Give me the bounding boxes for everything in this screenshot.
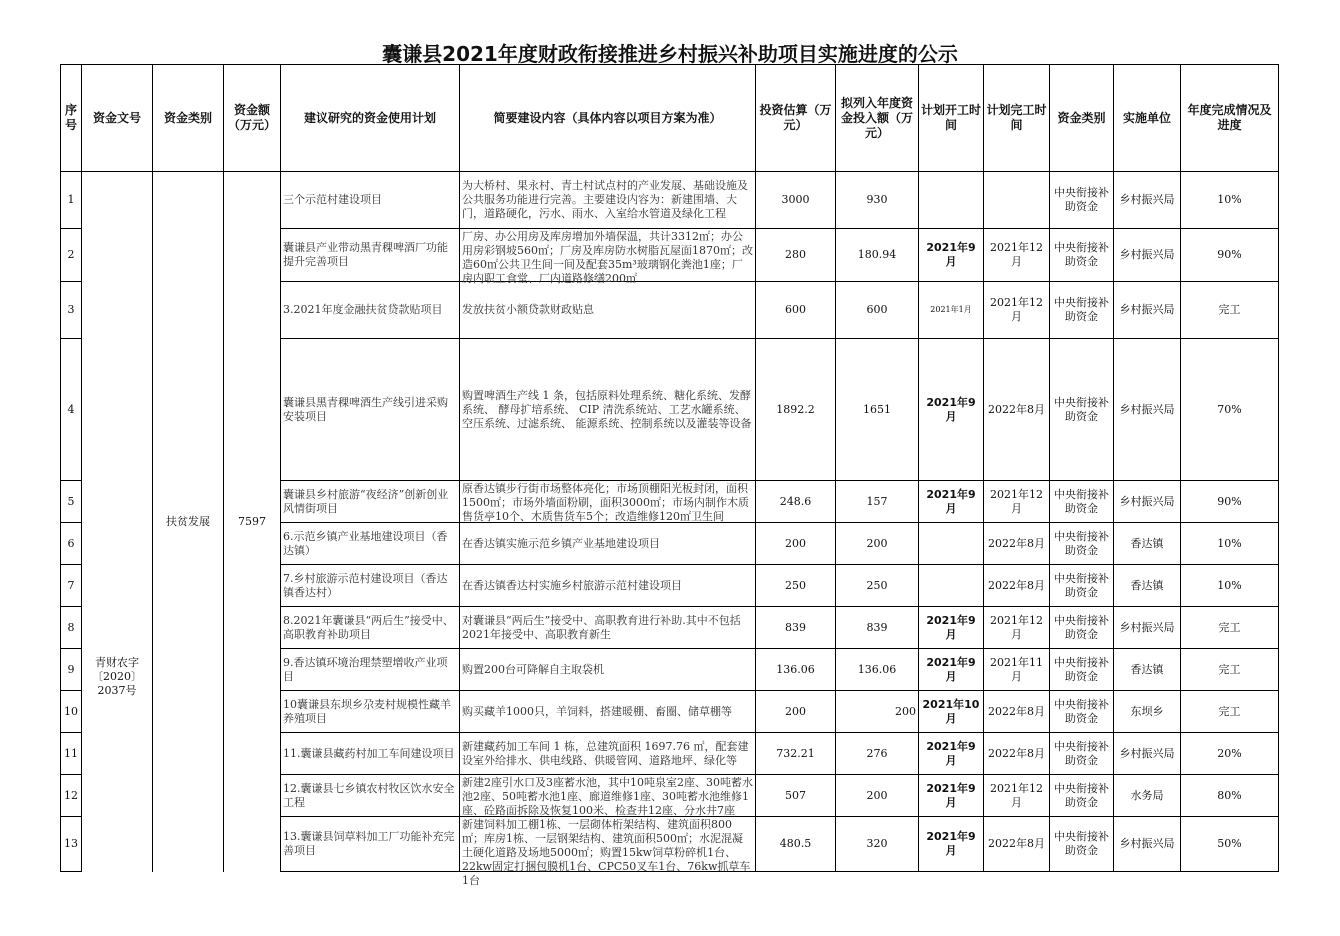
content-text: 在香达镇实施示范乡镇产业基地建设项目 bbox=[462, 536, 660, 550]
plan-text: 10囊谦县东坝乡尕麦村规模性藏羊养殖项目 bbox=[283, 697, 451, 725]
content-text: 新建饲料加工棚1栋、一层砌体桁架结构、建筑面积800㎡；库房1栋、一层钢架结构、建筑面积500㎡；水泥混凝土硬化道路及场地5000㎡；购置15kw饲草粉碎机1台、22kw固定打捆包膜机1台、CPC50叉车1台、76kw抓草车1台 bbox=[462, 817, 751, 887]
cell-invest: 136.06 bbox=[756, 649, 836, 691]
cell-unit: 乡村振兴局 bbox=[1114, 733, 1181, 775]
header-unit: 实施单位 bbox=[1114, 65, 1181, 172]
cell-end: 2021年12月 bbox=[984, 282, 1050, 339]
cell-invest: 3000 bbox=[756, 172, 836, 229]
plan-text: 囊谦县黑青稞啤酒生产线引进采购安装项目 bbox=[283, 395, 448, 423]
cell-progress: 10% bbox=[1181, 172, 1279, 229]
cell-annual: 157 bbox=[836, 481, 919, 523]
header-content: 简要建设内容（具体内容以项目方案为准） bbox=[460, 65, 756, 172]
plan-text: 3.2021年度金融扶贫贷款贴项目 bbox=[283, 303, 443, 316]
cell-content bbox=[460, 817, 756, 887]
cell-progress: 完工 bbox=[1181, 607, 1279, 649]
cell-end: 2021年12月 bbox=[984, 775, 1050, 817]
cell-plan bbox=[281, 691, 460, 733]
cell-plan bbox=[281, 523, 460, 565]
cell-plan bbox=[281, 229, 460, 282]
cell-unit: 乡村振兴局 bbox=[1114, 172, 1181, 229]
cell-start: 2021年9月 bbox=[919, 229, 984, 282]
cell-plan bbox=[281, 339, 460, 481]
cell-plan bbox=[281, 607, 460, 649]
cell-end: 2022年8月 bbox=[984, 565, 1050, 607]
cell-end: 2021年11月 bbox=[984, 649, 1050, 691]
plan-text: 6.示范乡镇产业基地建设项目（香达镇） bbox=[283, 529, 448, 557]
cell-progress: 70% bbox=[1181, 339, 1279, 481]
cell-fund-type: 中央衔接补助资金 bbox=[1050, 481, 1114, 523]
cell-start: 2021年9月 bbox=[919, 775, 984, 817]
cell-invest: 200 bbox=[756, 691, 836, 733]
plan-text: 12.囊谦县七乡镇农村牧区饮水安全工程 bbox=[283, 781, 455, 809]
cell-progress: 90% bbox=[1181, 481, 1279, 523]
cell-plan bbox=[281, 481, 460, 523]
cell-start bbox=[919, 523, 984, 565]
content-text: 购置啤酒生产线 1 条，包括原料处理系统、糖化系统、发酵系统、 酵母扩培系统、 CIP 清洗系统站、工艺水罐系统、空压系统、过滤系统、 能源系统、控制系统以及灌装等设备 bbox=[462, 388, 752, 430]
cell-unit: 水务局 bbox=[1114, 775, 1181, 817]
cell-progress: 90% bbox=[1181, 229, 1279, 282]
cell-annual: 600 bbox=[836, 282, 919, 339]
cell-end: 2021年12月 bbox=[984, 607, 1050, 649]
cell-end: 2021年12月 bbox=[984, 481, 1050, 523]
cell-invest: 250 bbox=[756, 565, 836, 607]
cell-plan bbox=[281, 817, 460, 872]
cell-annual: 320 bbox=[836, 817, 919, 872]
cell-seq: 6 bbox=[61, 523, 82, 565]
cell-end: 2021年12月 bbox=[984, 229, 1050, 282]
page-title: 囊谦县2021年度财政衔接推进乡村振兴补助项目实施进度的公示 bbox=[382, 42, 958, 66]
cell-content bbox=[460, 607, 756, 649]
cell-start: 2021年9月 bbox=[919, 339, 984, 481]
content-text: 原香达镇步行街市场整体亮化；市场顶棚阳光板封闭，面积1500㎡；市场外墙面粉刷，面积3000㎡；市场内制作木质售货亭10个、木质售货车5个；改造维修120㎡卫生间 bbox=[462, 481, 749, 523]
cell-start: 2021年1月 bbox=[919, 282, 984, 339]
cell-start bbox=[919, 172, 984, 229]
cell-invest: 200 bbox=[756, 523, 836, 565]
cell-end: 2022年8月 bbox=[984, 523, 1050, 565]
content-text: 发放扶贫小额贷款财政贴息 bbox=[462, 303, 594, 316]
cell-progress: 10% bbox=[1181, 565, 1279, 607]
plan-text: 三个示范村建设项目 bbox=[283, 193, 382, 206]
cell-plan bbox=[281, 775, 460, 817]
cell-seq: 4 bbox=[61, 339, 82, 481]
header-invest: 投资估算（万元） bbox=[756, 65, 836, 172]
cell-amount: 7597 bbox=[224, 172, 281, 872]
header-progress: 年度完成情况及进度 bbox=[1181, 65, 1279, 172]
cell-fund-type: 中央衔接补助资金 bbox=[1050, 172, 1114, 229]
header-annual: 拟列入年度资金投入额（万元） bbox=[836, 65, 919, 172]
plan-text: 囊谦县乡村旅游“夜经济”创新创业风情街项目 bbox=[283, 487, 449, 515]
content-text: 新建2座引水口及3座蓄水池，其中10吨泉室2座、30吨蓄水池2座、50吨蓄水池1座、廊道维修1座、30吨蓄水池维修1座、砼路面拆除及恢复100米、检查井12座、分水井7座 bbox=[462, 775, 753, 817]
cell-annual: 276 bbox=[836, 733, 919, 775]
cell-content bbox=[460, 282, 756, 339]
cell-invest: 507 bbox=[756, 775, 836, 817]
cell-unit: 乡村振兴局 bbox=[1114, 229, 1181, 282]
cell-plan bbox=[281, 565, 460, 607]
cell-content bbox=[460, 481, 756, 523]
plan-text: 13.囊谦县饲草料加工厂功能补充完善项目 bbox=[283, 830, 455, 857]
content-text: 厂房、办公用房及库房增加外墙保温，共计3312㎡；办公用房彩钢坡560㎡；厂房及库房防水树脂瓦屋面1870㎡；改造60㎡公共卫生间一间及配套35m³玻璃钢化粪池1座；厂房内职工食堂、厂内道路修缮200㎡ bbox=[462, 229, 753, 285]
cell-end: 2022年8月 bbox=[984, 817, 1050, 872]
cell-seq: 7 bbox=[61, 565, 82, 607]
cell-end bbox=[984, 172, 1050, 229]
plan-text: 9.香达镇环境治理禁塑增收产业项目 bbox=[283, 655, 448, 683]
cell-annual: 839 bbox=[836, 607, 919, 649]
cell-fund-type: 中央衔接补助资金 bbox=[1050, 691, 1114, 733]
header-seq: 序号 bbox=[61, 65, 82, 172]
cell-unit: 香达镇 bbox=[1114, 649, 1181, 691]
cell-unit: 香达镇 bbox=[1114, 565, 1181, 607]
cell-fund-type: 中央衔接补助资金 bbox=[1050, 649, 1114, 691]
content-text: 新建藏药加工车间 1 栋，总建筑面积 1697.76 ㎡，配套建设室外给排水、供电线路、供暖管网、道路地坪、绿化等 bbox=[462, 739, 749, 767]
cell-invest: 280 bbox=[756, 229, 836, 282]
cell-unit: 乡村振兴局 bbox=[1114, 282, 1181, 339]
cell-fund-type: 中央衔接补助资金 bbox=[1050, 282, 1114, 339]
cell-start bbox=[919, 565, 984, 607]
cell-unit: 东坝乡 bbox=[1114, 691, 1181, 733]
cell-doc-no: 青财农字〔2020〕2037号 bbox=[82, 172, 153, 872]
cell-fund-type: 中央衔接补助资金 bbox=[1050, 775, 1114, 817]
cell-content bbox=[460, 691, 756, 733]
cell-start: 2021年9月 bbox=[919, 481, 984, 523]
cell-content bbox=[460, 733, 756, 775]
header-amount: 资金额（万元） bbox=[224, 65, 281, 172]
cell-seq: 9 bbox=[61, 649, 82, 691]
header-end: 计划完工时间 bbox=[984, 65, 1050, 172]
cell-start: 2021年9月 bbox=[919, 649, 984, 691]
cell-invest: 732.21 bbox=[756, 733, 836, 775]
cell-seq: 10 bbox=[61, 691, 82, 733]
cell-progress: 完工 bbox=[1181, 649, 1279, 691]
cell-seq: 3 bbox=[61, 282, 82, 339]
cell-seq: 12 bbox=[61, 775, 82, 817]
cell-progress: 50% bbox=[1181, 817, 1279, 872]
content-text: 为大桥村、果永村、青土村试点村的产业发展、基础设施及公共服务功能进行完善。主要建设内容为：新建围墙、大门，道路硬化，污水、雨水、入室给水管道及绿化工程 bbox=[462, 179, 748, 220]
cell-annual: 1651 bbox=[836, 339, 919, 481]
cell-invest: 248.6 bbox=[756, 481, 836, 523]
content-text: 在香达镇香达村实施乡村旅游示范村建设项目 bbox=[462, 578, 682, 592]
project-table bbox=[60, 64, 1279, 887]
cell-seq: 5 bbox=[61, 481, 82, 523]
plan-text: 囊谦县产业带动黑青稞啤酒厂功能提升完善项目 bbox=[283, 241, 448, 268]
cell-content bbox=[460, 565, 756, 607]
header-start: 计划开工时间 bbox=[919, 65, 984, 172]
cell-content bbox=[460, 775, 756, 817]
cell-fund-type: 扶贫发展 bbox=[153, 172, 224, 872]
cell-content bbox=[460, 339, 756, 481]
cell-content bbox=[460, 649, 756, 691]
cell-unit: 香达镇 bbox=[1114, 523, 1181, 565]
cell-progress: 20% bbox=[1181, 733, 1279, 775]
header-row bbox=[61, 65, 1279, 172]
cell-fund-type: 中央衔接补助资金 bbox=[1050, 607, 1114, 649]
cell-start: 2021年9月 bbox=[919, 733, 984, 775]
cell-plan bbox=[281, 649, 460, 691]
cell-content bbox=[460, 229, 756, 285]
cell-end: 2022年8月 bbox=[984, 691, 1050, 733]
cell-annual: 250 bbox=[836, 565, 919, 607]
cell-content bbox=[460, 523, 756, 565]
cell-invest: 480.5 bbox=[756, 817, 836, 872]
cell-start: 2021年9月 bbox=[919, 817, 984, 872]
cell-unit: 乡村振兴局 bbox=[1114, 481, 1181, 523]
table-row bbox=[61, 172, 1279, 229]
header-fund-type-2: 资金类别 bbox=[1050, 65, 1114, 172]
cell-start: 2021年10月 bbox=[919, 691, 984, 733]
cell-invest: 839 bbox=[756, 607, 836, 649]
plan-text: 8.2021年囊谦县“两后生”接受中、高职教育补助项目 bbox=[283, 613, 454, 641]
cell-progress: 10% bbox=[1181, 523, 1279, 565]
cell-start: 2021年9月 bbox=[919, 607, 984, 649]
header-plan: 建议研究的资金使用计划 bbox=[281, 65, 460, 172]
cell-annual: 180.94 bbox=[836, 229, 919, 282]
cell-fund-type: 中央衔接补助资金 bbox=[1050, 523, 1114, 565]
cell-unit: 乡村振兴局 bbox=[1114, 607, 1181, 649]
cell-fund-type: 中央衔接补助资金 bbox=[1050, 817, 1114, 872]
cell-fund-type: 中央衔接补助资金 bbox=[1050, 733, 1114, 775]
cell-invest: 1892.2 bbox=[756, 339, 836, 481]
header-doc-no: 资金文号 bbox=[82, 65, 153, 172]
cell-fund-type: 中央衔接补助资金 bbox=[1050, 565, 1114, 607]
cell-annual: 200 bbox=[836, 523, 919, 565]
cell-fund-type: 中央衔接补助资金 bbox=[1050, 339, 1114, 481]
cell-progress: 80% bbox=[1181, 775, 1279, 817]
content-text: 购买藏羊1000只，羊饲料，搭建暖棚、畜圈、储草棚等 bbox=[462, 704, 732, 718]
cell-annual: 200 bbox=[836, 691, 919, 733]
cell-progress: 完工 bbox=[1181, 282, 1279, 339]
cell-seq: 8 bbox=[61, 607, 82, 649]
cell-annual: 930 bbox=[836, 172, 919, 229]
cell-end: 2022年8月 bbox=[984, 339, 1050, 481]
cell-seq: 2 bbox=[61, 229, 82, 282]
content-text: 购置200台可降解自主取袋机 bbox=[462, 662, 604, 676]
cell-plan bbox=[281, 733, 460, 775]
cell-progress: 完工 bbox=[1181, 691, 1279, 733]
cell-annual: 200 bbox=[836, 775, 919, 817]
cell-unit: 乡村振兴局 bbox=[1114, 339, 1181, 481]
cell-fund-type: 中央衔接补助资金 bbox=[1050, 229, 1114, 282]
cell-plan bbox=[281, 282, 460, 339]
content-text: 对囊谦县“两后生”接受中、高职教育进行补助.其中不包括2021年接受中、高职教育新生 bbox=[462, 613, 741, 641]
cell-end: 2022年8月 bbox=[984, 733, 1050, 775]
plan-text: 11.囊谦县藏药村加工车间建设项目 bbox=[283, 746, 455, 760]
header-fund-type: 资金类别 bbox=[153, 65, 224, 172]
plan-text: 7.乡村旅游示范村建设项目（香达镇香达村） bbox=[283, 571, 448, 599]
cell-content bbox=[460, 172, 756, 229]
cell-seq: 11 bbox=[61, 733, 82, 775]
cell-invest: 600 bbox=[756, 282, 836, 339]
cell-plan bbox=[281, 172, 460, 229]
cell-annual: 136.06 bbox=[836, 649, 919, 691]
cell-seq: 13 bbox=[61, 817, 82, 872]
cell-seq: 1 bbox=[61, 172, 82, 229]
cell-unit: 乡村振兴局 bbox=[1114, 817, 1181, 872]
